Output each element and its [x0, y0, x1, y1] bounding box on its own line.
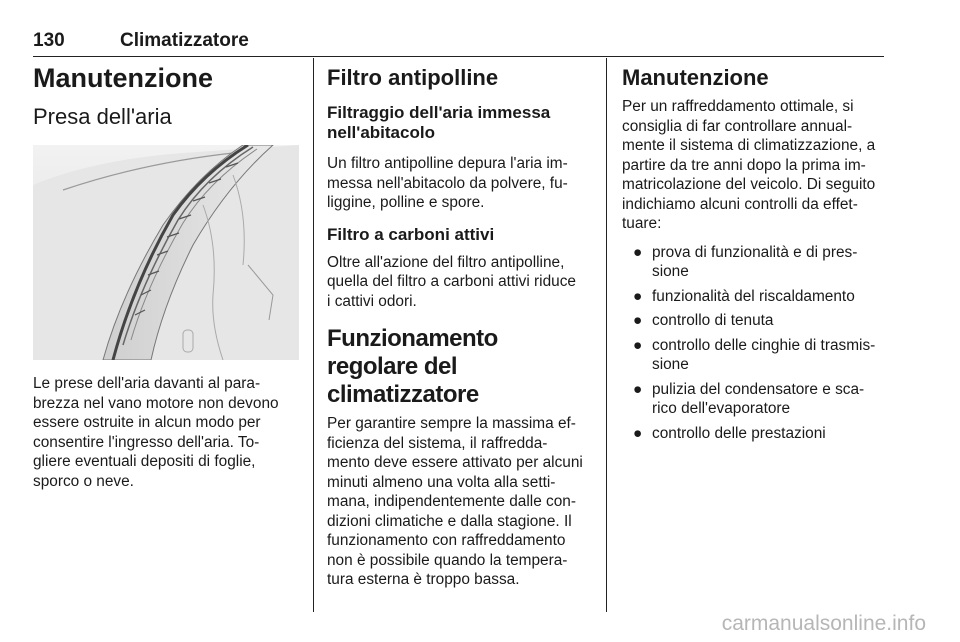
subsection-title-cabin-air [327, 103, 592, 143]
air-intake-text [33, 374, 299, 491]
column-divider-2 [606, 58, 607, 612]
page-number: 130 [33, 30, 65, 51]
text-line: non è possibile quando la tempera- [327, 551, 568, 569]
text-line: dizioni climatiche e dalla stagione. Il [327, 512, 572, 530]
bullet-icon: ● [633, 312, 643, 329]
heading-line: nell'abitacolo [327, 123, 435, 142]
maintenance-intro-text [622, 97, 888, 234]
text-line: Un filtro antipolline depura l'aria im- [327, 155, 568, 172]
text-line: liggine, polline e spore. [327, 194, 485, 211]
bullet-icon: ● [633, 336, 643, 354]
text-line: minuti almeno una volta alla setti- [327, 473, 556, 491]
text-line: Le prese dell'aria davanti al para- [33, 375, 261, 392]
bullet-icon: ● [633, 380, 643, 398]
heading-line: climatizzatore [327, 381, 479, 408]
air-intake-illustration [33, 145, 299, 360]
list-item [622, 243, 888, 282]
text-line: ficienza del sistema, il raffredda- [327, 434, 548, 452]
heading-line: Filtraggio dell'aria immessa [327, 103, 551, 122]
watermark-text: carmanualsonline.info [721, 612, 926, 635]
text-line: sporco o neve. [33, 472, 134, 490]
section-title-maintenance: Manutenzione [33, 63, 213, 93]
subsection-title-air-intake: Presa dell'aria [33, 104, 172, 129]
text-line: partire da tre anni dopo la prima im- [622, 156, 866, 174]
list-item [622, 311, 888, 331]
text-line: funzionamento con raffreddamento [327, 532, 566, 549]
text-line: consiglia di far controllare annual- [622, 117, 853, 135]
regular-operation-text [327, 414, 592, 590]
item-line: sione [652, 263, 689, 280]
text-line: gliere eventuali depositi di foglie, [33, 453, 256, 470]
text-line: Per garantire sempre la massima ef- [327, 415, 576, 432]
text-line: brezza nel vano motore non devono [33, 394, 279, 412]
text-line: quella del filtro a carboni attivi riduce [327, 273, 576, 290]
item-line: controllo delle prestazioni [652, 424, 826, 442]
text-line: indichiamo alcuni controlli da effet- [622, 195, 858, 213]
chapter-title: Climatizzatore [120, 30, 249, 51]
subsection-title-carbon-filter: Filtro a carboni attivi [327, 224, 495, 244]
text-line: consentire l'ingresso dell'aria. To- [33, 433, 260, 451]
item-line: funzionalità del riscaldamento [652, 287, 855, 305]
heading-line: Funzionamento regolare del [327, 325, 498, 380]
text-line: mana, indipendentemente dalle con- [327, 493, 576, 510]
text-line: messa nell'abitacolo da polvere, fu- [327, 174, 568, 192]
column-divider-1 [313, 58, 314, 612]
item-line: rico dell'evaporatore [652, 400, 791, 417]
section-title-regular-operation [327, 325, 592, 409]
section-title-pollen-filter: Filtro antipolline [327, 65, 499, 90]
item-line: pulizia del condensatore e sca- [652, 380, 865, 398]
text-line: mente il sistema di climatizzazione, a [622, 137, 876, 154]
bullet-icon: ● [633, 287, 643, 305]
section-title-maintenance-2: Manutenzione [622, 65, 769, 90]
text-line: i cattivi odori. [327, 292, 417, 310]
column-3 [622, 58, 888, 448]
maintenance-checklist [622, 243, 888, 444]
carbon-filter-text [327, 253, 592, 312]
item-line: controllo di tenuta [652, 312, 774, 329]
text-line: tura esterna è troppo bassa. [327, 571, 520, 588]
list-item [622, 336, 888, 375]
text-line: mento deve essere attivato per alcuni [327, 454, 583, 471]
column-1 [33, 58, 299, 491]
text-line: tuare: [622, 215, 662, 232]
column-2 [327, 58, 592, 590]
page-header [33, 30, 884, 57]
text-line: matricolazione del veicolo. Di seguito [622, 176, 876, 193]
text-line: Per un raffreddamento ottimale, si [622, 98, 854, 115]
text-line: Oltre all'azione del filtro antipolline, [327, 253, 565, 271]
pollen-filter-text [327, 154, 592, 213]
list-item [622, 380, 888, 419]
item-line: prova di funzionalità e di pres- [652, 243, 858, 261]
item-line: controllo delle cinghie di trasmis- [652, 336, 876, 354]
list-item [622, 424, 888, 444]
item-line: sione [652, 356, 689, 373]
list-item [622, 287, 888, 307]
text-line: essere ostruite in alcun modo per [33, 414, 261, 431]
bullet-icon: ● [633, 243, 643, 261]
bullet-icon: ● [633, 424, 643, 442]
